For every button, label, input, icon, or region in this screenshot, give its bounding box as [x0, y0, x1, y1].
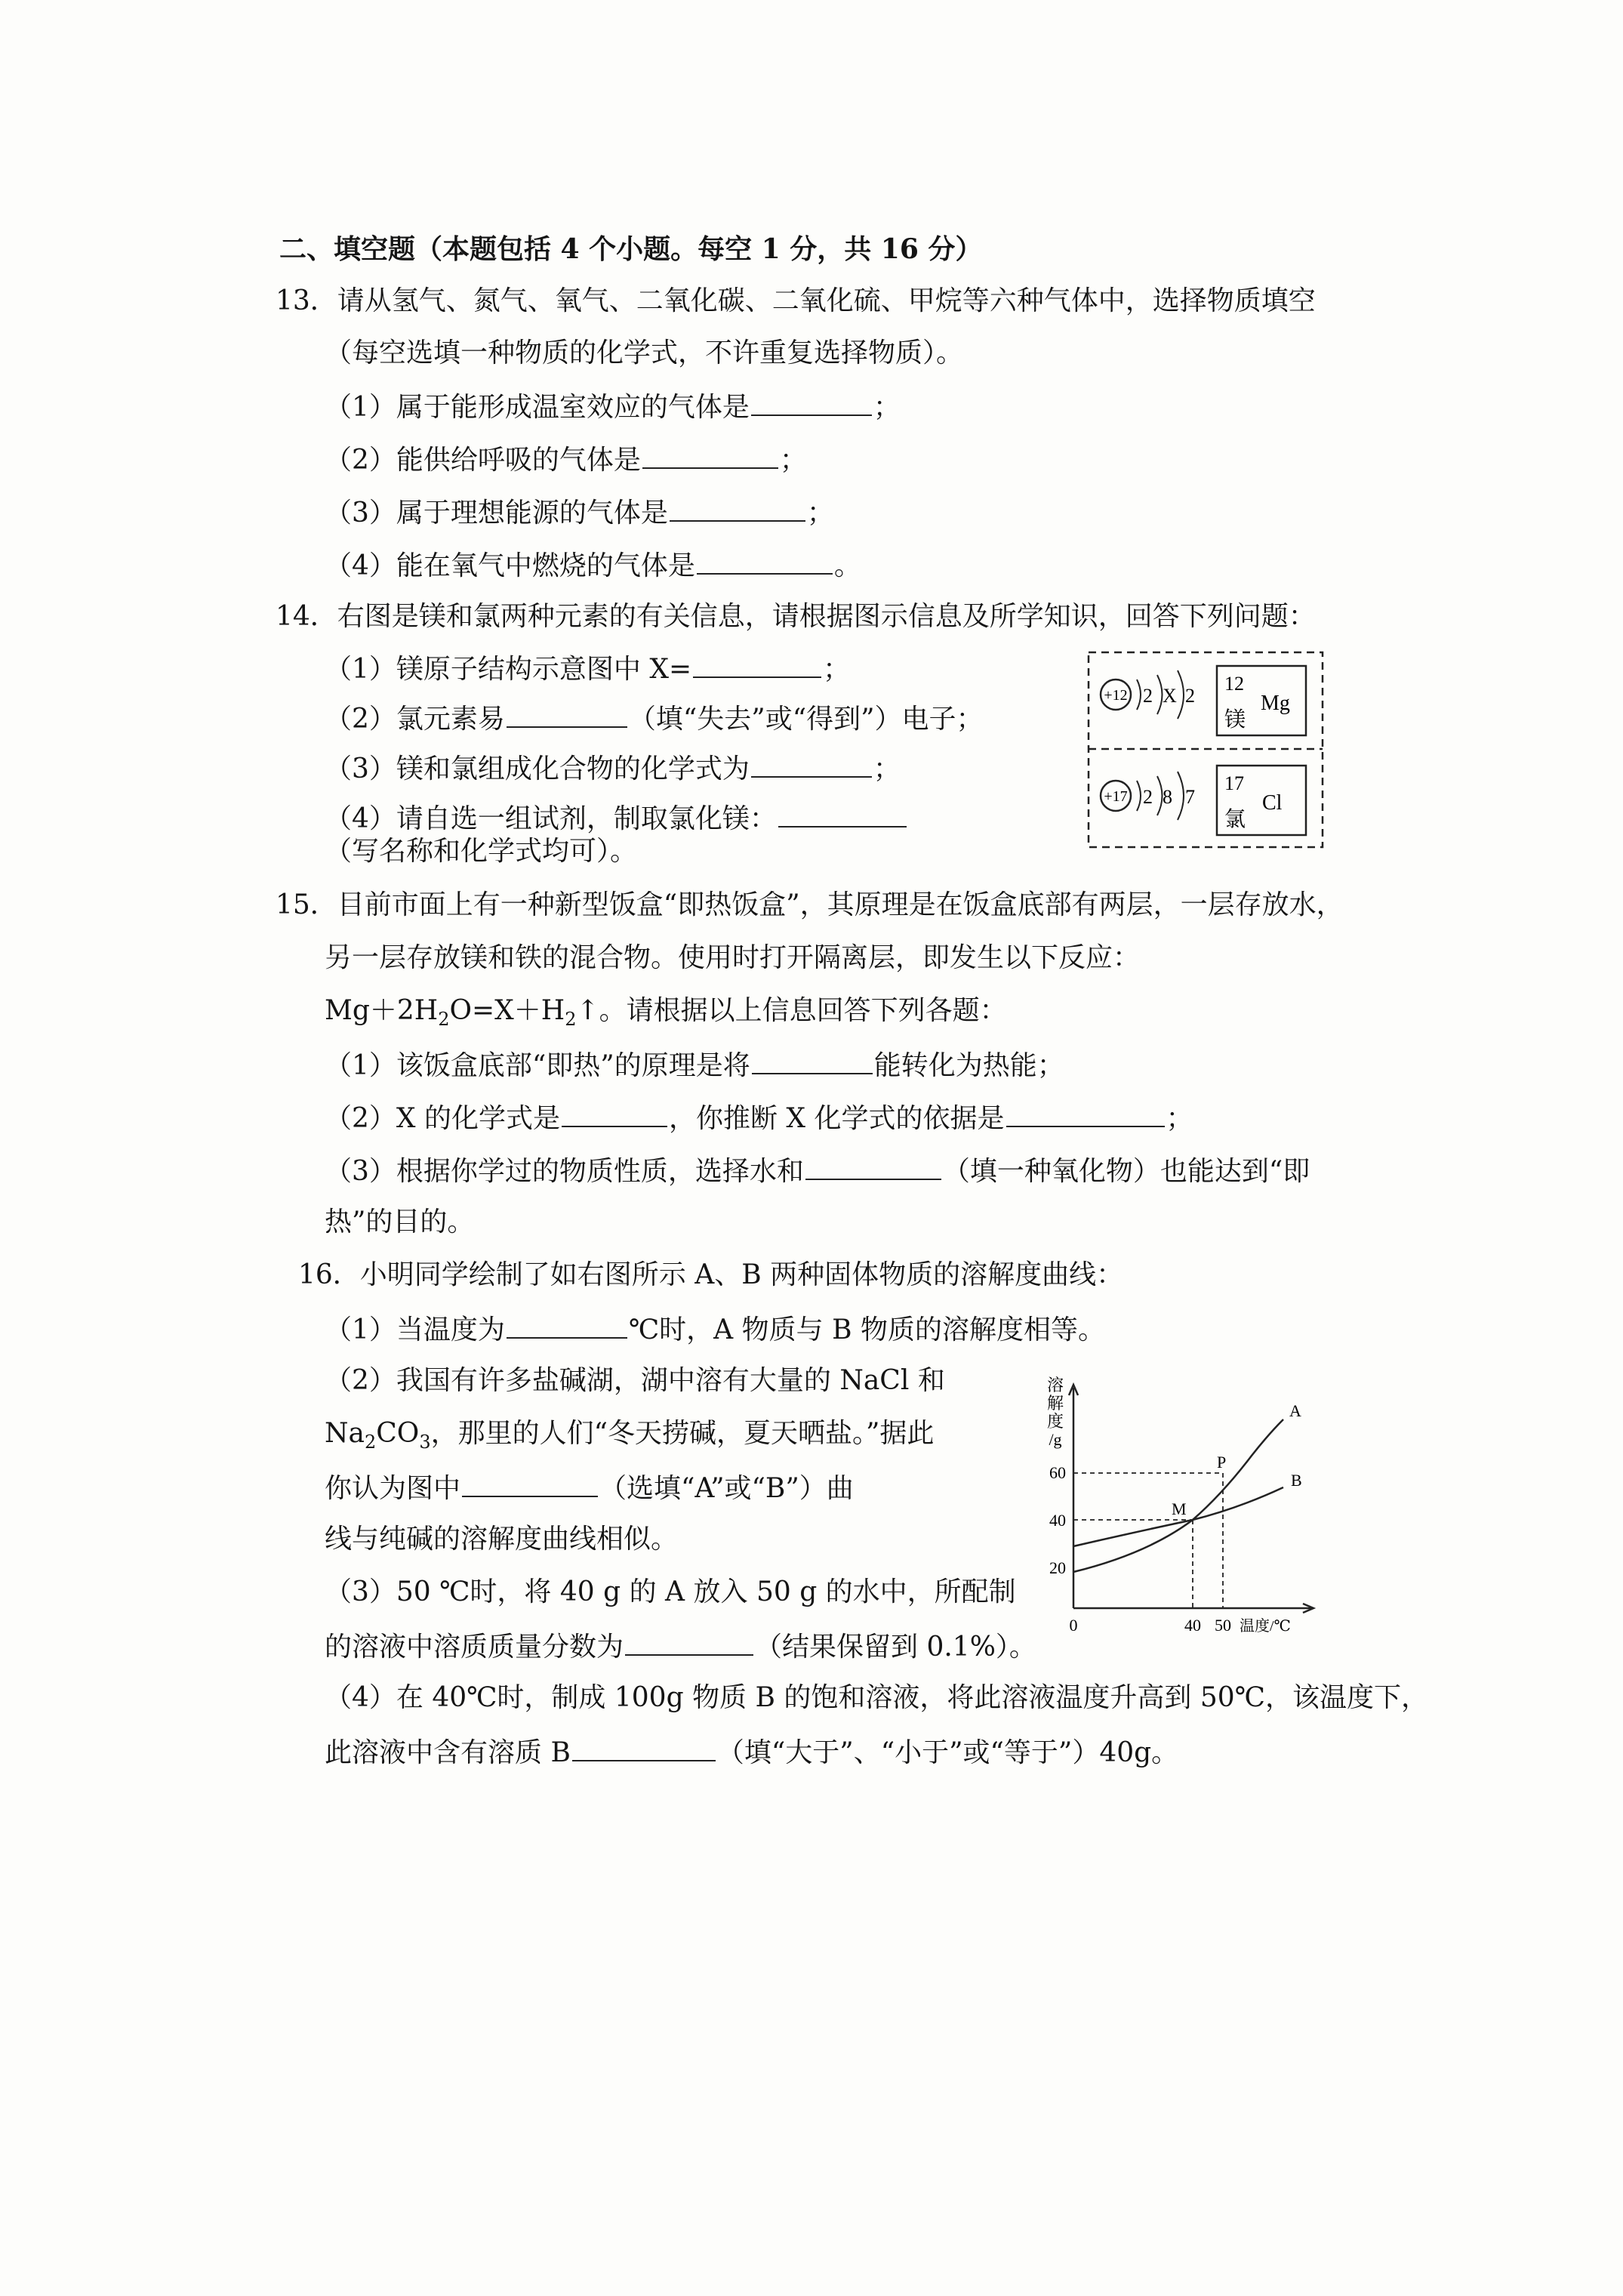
cl-shell-3 — [1178, 772, 1184, 820]
q15-part-1: （1）该饭盒底部“即热”的原理是将 能转化为热能； — [325, 1047, 1064, 1083]
q16-part-4-line-1: （4）在 40℃时，制成 100g 物质 B 的饱和溶液，将此溶液温度升高到 50℃，该温度下， — [325, 1682, 1428, 1713]
answer-blank[interactable] — [697, 547, 833, 575]
q15-stem-2: 另一层存放镁和铁的混合物。使用时打开隔离层，即发生以下反应： — [325, 942, 1141, 973]
q16-part-2-line-2: $Na_2CO_3$，那里的人们“冬天捞碱，夏天晒盐。”据此 — [325, 1418, 935, 1453]
q14-part-5: （写名称和化学式均可）。 — [325, 836, 638, 867]
q14-part-2: （2）氯元素易 （填“失去”或“得到”）电子； — [325, 701, 984, 736]
q15-equation: $Mg+2H_2O=X+H_2↑$。请根据以上信息回答下列各题： — [325, 995, 1007, 1031]
q13-part-2: （2）能供给呼吸的气体是 ； — [325, 442, 807, 477]
q13-part-3: （3）属于理想能源的气体是 ； — [325, 495, 834, 530]
curve-a — [1073, 1419, 1283, 1572]
q13-stem-1: 13．请从氢气、氮气、氧气、二氧化碳、二氧化硫、甲烷等六种气体中，选择物质填空 — [276, 285, 1316, 316]
answer-blank[interactable] — [670, 495, 805, 522]
y-axis-label-1: 溶 — [1046, 1376, 1064, 1395]
y-axis-label-2: 解 — [1046, 1394, 1064, 1413]
y-axis-label-4: /g — [1049, 1430, 1062, 1449]
q16-part-2-line-1: （2）我国有许多盐碱湖，湖中溶有大量的 NaCl 和 — [325, 1365, 945, 1396]
cl-shell-3-count: 7 — [1185, 786, 1195, 808]
q15-part-2: （2）X 的化学式是 ，你推断 X 化学式的依据是 ； — [325, 1100, 1193, 1136]
answer-blank[interactable] — [625, 1629, 753, 1656]
answer-blank[interactable] — [572, 1734, 716, 1761]
answer-blank[interactable] — [693, 651, 821, 678]
mg-element-box — [1217, 666, 1306, 735]
q16-part-2-line-4: 线与纯碱的溶解度曲线相似。 — [325, 1524, 679, 1555]
y-axis-label-3: 度 — [1046, 1412, 1064, 1431]
x-tick-40: 40 — [1184, 1616, 1201, 1635]
mg-shell-1 — [1137, 680, 1141, 710]
section-header: 二、填空题（本题包括 4 个小题。每空 1 分，共 16 分） — [279, 233, 983, 265]
x-tick-0: 0 — [1069, 1616, 1078, 1635]
q15-part-3-cont: 热”的目的。 — [325, 1207, 475, 1237]
mg-shell-2-count: X — [1163, 685, 1177, 707]
mg-shell-3-count: 2 — [1185, 685, 1195, 707]
cl-symbol: Cl — [1262, 791, 1283, 815]
mg-nucleus-charge: +12 — [1104, 687, 1128, 704]
q13-part-1: （1）属于能形成温室效应的气体是 ； — [325, 389, 901, 424]
cl-shell-2 — [1157, 776, 1163, 815]
q14-part-1: （1）镁原子结构示意图中 X= ； — [325, 651, 850, 686]
answer-blank[interactable] — [751, 389, 872, 416]
q16-part-3-line-2: 的溶液中溶质质量分数为 （结果保留到 0.1%）。 — [325, 1629, 1036, 1664]
q14-part-3: （3）镁和氯组成化合物的化学式为 ； — [325, 750, 901, 786]
q16-part-1: （1）当温度为 ℃时，A 物质与 B 物质的溶解度相等。 — [325, 1311, 1105, 1347]
y-tick-20: 20 — [1049, 1558, 1066, 1577]
q13-stem-2: （每空选填一种物质的化学式，不许重复选择物质）。 — [325, 337, 964, 368]
q14-stem: 14．右图是镁和氯两种元素的有关信息，请根据图示信息及所学知识，回答下列问题： — [276, 601, 1316, 632]
mg-symbol: Mg — [1261, 692, 1290, 715]
answer-blank[interactable] — [778, 800, 907, 827]
x-tick-50: 50 — [1215, 1616, 1231, 1635]
mg-shell-1-count: 2 — [1143, 685, 1153, 707]
cl-atom-diagram — [1101, 772, 1195, 820]
answer-blank[interactable] — [1006, 1100, 1165, 1127]
mg-atomic-number: 12 — [1224, 673, 1244, 695]
curve-a-label: A — [1289, 1401, 1301, 1420]
q16-part-4-line-2: 此溶液中含有溶质 B （填“大于”、“小于”或“等于”）40g。 — [325, 1734, 1178, 1770]
q15-stem-1: 15．目前市面上有一种新型饭盒“即热饭盒”，其原理是在饭盒底部有两层，一层存放水， — [276, 889, 1344, 920]
answer-blank[interactable] — [805, 1153, 941, 1180]
mg-shell-2 — [1157, 675, 1163, 714]
mg-shell-3 — [1178, 670, 1184, 719]
answer-blank[interactable] — [462, 1470, 598, 1497]
x-axis-label: 温度/℃ — [1240, 1618, 1291, 1635]
q14-part-4: （4）请自选一组试剂，制取氯化镁： — [325, 800, 908, 836]
answer-blank[interactable] — [507, 701, 627, 728]
answer-blank[interactable] — [752, 1047, 873, 1074]
cl-name: 氯 — [1224, 808, 1246, 831]
point-p-label: P — [1217, 1453, 1227, 1472]
answer-blank[interactable] — [562, 1100, 667, 1127]
cl-shell-1 — [1137, 781, 1141, 811]
cl-shell-2-count: 8 — [1163, 786, 1172, 808]
y-tick-60: 60 — [1049, 1463, 1066, 1482]
point-m-label: M — [1172, 1499, 1187, 1518]
q13-part-4: （4）能在氧气中燃烧的气体是 。 — [325, 547, 861, 583]
answer-blank[interactable] — [642, 442, 778, 469]
q16-part-3-line-1: （3）50 ℃时，将 40 g 的 A 放入 50 g 的水中，所配制 — [325, 1576, 1016, 1607]
mg-atom-diagram — [1101, 670, 1195, 719]
cl-atomic-number: 17 — [1224, 772, 1244, 794]
answer-blank[interactable] — [751, 750, 872, 778]
solubility-curve-figure — [1034, 1374, 1336, 1646]
curve-b-label: B — [1291, 1471, 1302, 1490]
q16-part-2-line-3: 你认为图中 （选填“A”或“B”）曲 — [325, 1470, 854, 1505]
mg-name: 镁 — [1224, 708, 1246, 732]
q15-part-3: （3）根据你学过的物质性质，选择水和 （填一种氧化物）也能达到“即 — [325, 1153, 1310, 1188]
q16-stem: 16．小明同学绘制了如右图所示 A、B 两种固体物质的溶解度曲线： — [298, 1259, 1124, 1290]
y-tick-40: 40 — [1049, 1511, 1066, 1530]
atom-structure-diagram — [1087, 651, 1329, 853]
cl-nucleus-charge: +17 — [1104, 788, 1128, 805]
cl-element-box — [1217, 766, 1306, 835]
answer-blank[interactable] — [507, 1311, 627, 1339]
cl-shell-1-count: 2 — [1143, 786, 1153, 808]
